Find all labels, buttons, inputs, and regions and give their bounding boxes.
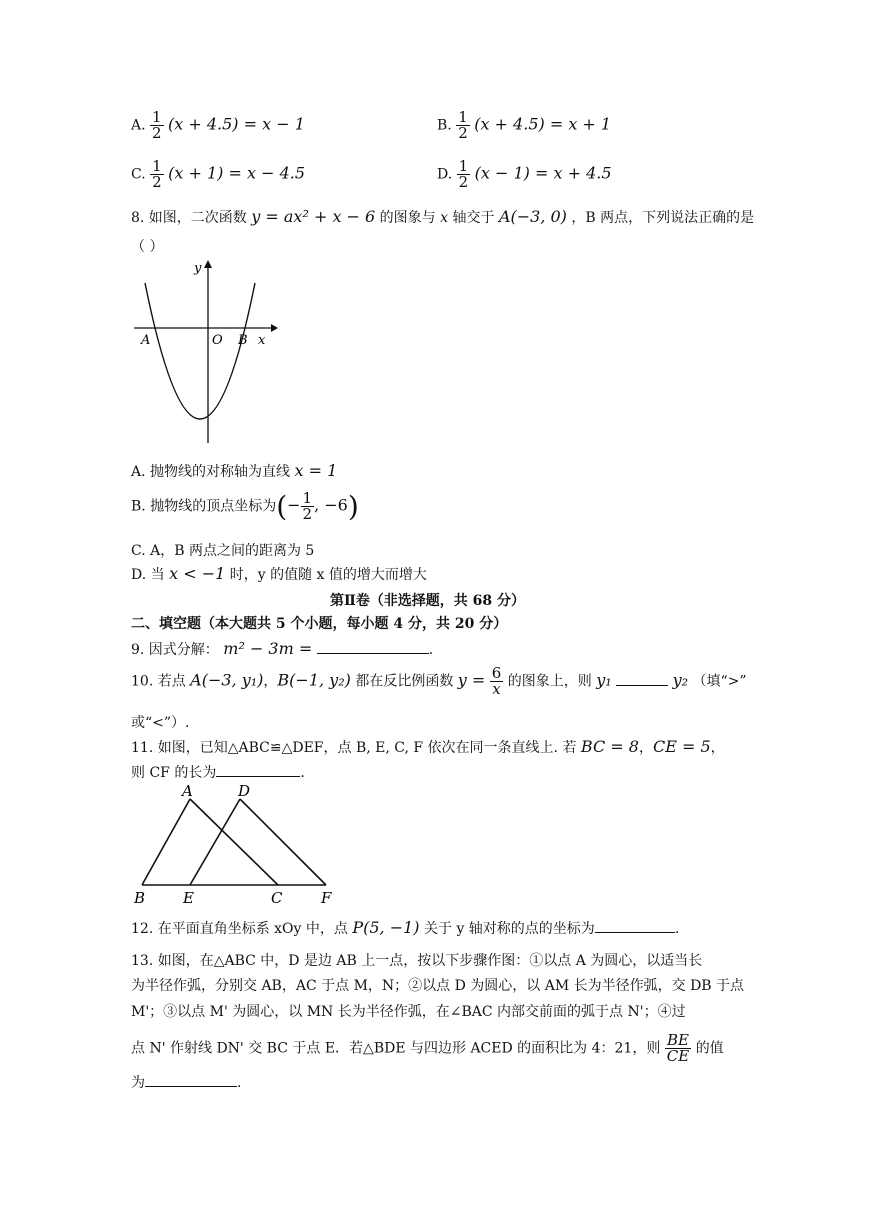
denominator: 2 (152, 124, 162, 142)
denominator: 2 (458, 173, 469, 191)
y2: y₂ (672, 670, 689, 690)
text: 的图象上，则 (507, 673, 592, 690)
question-13-line3: M'；③以点 M' 为圆心，以 MN 长为半径作弧，在∠BAC 内部交前面的弧于点 N'；④过 (131, 1004, 686, 1020)
denominator: x (492, 680, 501, 698)
text: 11. 如图，已知△ABC≌△DEF，点 B, E, C, F 依次在同一条直线上. 若 (131, 740, 577, 756)
right-paren: ) (347, 490, 359, 523)
text: 轴交于 (452, 210, 495, 226)
q7-option-b (437, 110, 611, 141)
option-label: B. (437, 117, 452, 134)
text: A. 抛物线的对称轴为直线 (131, 464, 291, 480)
text: . (674, 921, 680, 937)
formula: y = ax² + x − 6 (251, 207, 376, 226)
numerator: 1 (302, 489, 313, 507)
y-label: y (194, 261, 202, 276)
text: （填“>” (692, 673, 747, 690)
origin-label: O (212, 333, 223, 348)
text: 的图象与 (379, 210, 436, 226)
text: 12. 在平面直角坐标系 xOy 中，点 (131, 921, 348, 937)
variable: x (440, 210, 449, 226)
text: 关于 y 轴对称的点的坐标为 (424, 921, 595, 937)
question-9 (131, 639, 433, 659)
point-p: P(5, −1) (352, 918, 420, 937)
q8-option-b (131, 490, 359, 523)
text: 9. 因式分解： (131, 642, 219, 658)
formula: x < −1 (169, 564, 226, 583)
label-d: D (238, 782, 251, 800)
part-title: 第Ⅱ卷（非选择题，共 68 分） (330, 593, 526, 609)
text: D. 当 (131, 567, 165, 583)
parabola-curve (145, 283, 255, 419)
fraction (457, 159, 471, 190)
text: 都在反比例函数 (355, 673, 454, 690)
label-f: F (321, 889, 332, 907)
question-13-line4 (131, 1033, 724, 1064)
text: 10. 若点 (131, 673, 186, 690)
left-paren: ( (276, 490, 288, 523)
fraction (150, 159, 164, 190)
side-ac (190, 799, 278, 885)
denominator: 2 (302, 505, 313, 523)
fraction (665, 1033, 691, 1064)
equation: (x + 4.5) = x + 1 (474, 114, 612, 134)
formula: BC = 8 (580, 737, 639, 756)
fraction (456, 110, 470, 141)
question-12 (131, 918, 679, 938)
answer-paren: （ ） (131, 239, 164, 255)
numerator: 1 (458, 157, 469, 175)
point-a: A(−3, y₁) (190, 670, 264, 690)
text: 8. 如图，二次函数 (131, 210, 247, 226)
fraction (490, 666, 504, 697)
question-11-line2 (131, 762, 305, 782)
equation: (x + 1) = x − 4.5 (168, 163, 306, 183)
text: . (300, 765, 305, 781)
text: 时，y 的值随 x 值的增大而增大 (229, 567, 427, 583)
formula: m² − 3m = (223, 639, 313, 658)
point-b-label: B (238, 333, 248, 348)
answer-blank[interactable] (145, 1085, 237, 1087)
question-10-line2: 或“<”）. (131, 715, 190, 731)
formula: x = 1 (294, 461, 338, 480)
text: ， (638, 740, 653, 756)
numerator: BE (665, 1033, 691, 1049)
q8-option-d (131, 564, 427, 584)
text: ，B 两点，下列说法正确的是 (571, 210, 755, 226)
side-ab (142, 799, 190, 885)
text: 的值 (695, 1040, 724, 1057)
q7-option-a (131, 110, 305, 141)
equation: (x − 1) = x + 4.5 (474, 163, 612, 183)
numerator: 1 (458, 108, 468, 126)
question-13-line1: 13. 如图，在△ABC 中，D 是边 AB 上一点，按以下步骤作图：①以点 A 为圆心，以适当长 (131, 953, 703, 969)
numerator: 1 (152, 108, 162, 126)
option-label: C. (131, 166, 146, 183)
point-a: A(−3, 0) (498, 207, 567, 226)
option-label: D. (437, 166, 453, 183)
fraction (301, 491, 315, 522)
fraction (150, 110, 164, 141)
side-de (190, 799, 240, 885)
x-axis-arrow (271, 324, 278, 332)
q7-option-c (131, 159, 305, 190)
text: 为 (131, 1075, 145, 1091)
denominator: 2 (152, 173, 162, 191)
coordinate: , −6 (314, 495, 348, 515)
text: ， (263, 673, 278, 690)
text: . (237, 1075, 242, 1091)
triangle-figure (130, 782, 350, 907)
point-b: B(−1, y₂) (277, 670, 351, 690)
text: B. 抛物线的顶点坐标为 (131, 498, 277, 515)
label-e: E (183, 889, 194, 907)
q8-stem (131, 207, 754, 227)
equation: (x + 4.5) = x − 1 (168, 114, 305, 134)
answer-blank[interactable] (216, 775, 300, 777)
text: ， (710, 740, 725, 756)
question-11 (131, 737, 725, 757)
numerator: 6 (491, 664, 502, 682)
y-axis-arrow (204, 260, 212, 268)
text: . (428, 642, 434, 658)
minus-sign: − (287, 495, 301, 515)
answer-blank[interactable] (317, 652, 429, 654)
parabola-graph (130, 255, 280, 445)
question-13-line5 (131, 1072, 241, 1092)
numerator: 1 (152, 157, 162, 175)
point-a-label: A (141, 333, 151, 348)
label-c: C (271, 889, 283, 907)
y1: y₁ (596, 670, 612, 690)
denominator: CE (666, 1047, 690, 1065)
denominator: 2 (458, 124, 468, 142)
text: 则 CF 的长为 (131, 765, 217, 781)
section-title: 二、填空题（本大题共 5 个小题，每小题 4 分，共 20 分） (131, 616, 508, 632)
answer-blank[interactable] (616, 684, 668, 686)
option-label: A. (131, 117, 146, 134)
q7-option-d (437, 159, 612, 190)
label-a: A (182, 782, 193, 800)
label-b: B (134, 889, 146, 907)
formula: CE = 5 (652, 737, 711, 756)
answer-blank[interactable] (595, 931, 675, 933)
side-df (240, 799, 326, 885)
q8-option-a (131, 461, 337, 481)
question-10 (131, 666, 747, 697)
text: 点 N' 作射线 DN' 交 BC 于点 E．若△BDE 与四边形 ACED 的面积比为 4：21，则 (131, 1040, 661, 1057)
x-label: x (258, 333, 266, 348)
function-lhs: y = (457, 670, 486, 690)
question-13-line2: 为半径作弧，分别交 AB，AC 于点 M，N；②以点 D 为圆心，以 AM 长为半径作弧，交 DB 于点 (131, 978, 745, 994)
q8-option-c: C. A，B 两点之间的距离为 5 (131, 543, 315, 559)
